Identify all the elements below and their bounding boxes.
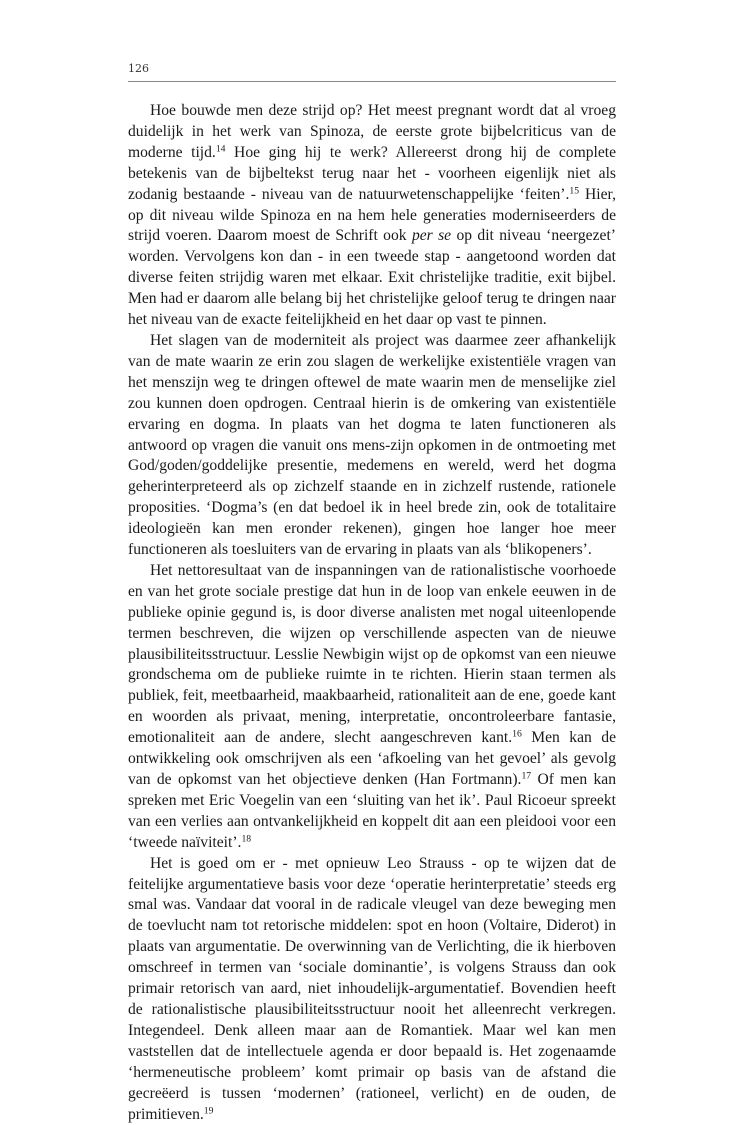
page-number: 126 <box>128 62 149 75</box>
footnote-ref-15: 15 <box>569 185 580 197</box>
footnote-ref-17: 17 <box>521 770 532 782</box>
footnote-ref-16: 16 <box>512 728 522 740</box>
italic-phrase: per se <box>411 227 452 245</box>
footnote-ref-18: 18 <box>241 833 252 845</box>
paragraph-2: Het slagen van de moderniteit als project was daarmee zeer afhankelijk van de mate waarin ze erin zou slagen de werkelijke existentiële vragen van het menszijn weg te dringen oftewel de mate waarin men de menselijke ziel zou kunnen doen opdrogen. Centraal hierin is de omkering van existentiële ervaring en dogma. In plaats van het dogma te laten functioneren als antwoord op vragen die vanuit ons mens-zijn opkomen in de ontmoeting met God/goden/goddelijke presentie, medemens en wereld, werd het dogma geherinterpreteerd als op zichzelf staande en in zichzelf rustende, rationele proposities. ‘Dogma’s (en dat bedoel ik in heel brede zin, ook de totalitaire ideologieën kan men eronder rekenen), gingen hoe langer hoe meer functioneren als toesluiters van de ervaring in plaats van als ‘blikopeners’. <box>128 331 616 559</box>
header-rule <box>128 81 616 82</box>
body-text <box>128 101 616 1125</box>
paragraph-1: Hoe bouwde men deze strijd op? Het meest pregnant wordt dat al vroeg duidelijk in het werk van Spinoza, de eerste grote bijbelcriticus van de moderne tijd.$^{14}$ Hoe ging hij te werk? Allereerst drong hij de complete betekenis van de bijbeltekst terug naar het - voorheen eigenlijk niet als zodanig bestaande - niveau van de natuurwetenschappelijke ‘feiten’.$^{15}$ Hier, op dit niveau wilde Spinoza en na hem hele generaties moderniseerders de strijd voeren. Daarom moest de Schrift ook per se op dit niveau ‘neergezet’ worden. Vervolgens kon dan - in een tweede stap - aangetoond worden dat diverse feiten strijdig waren met elkaar. Exit christelijke traditie, exit bijbel. Men had er daarom alle belang bij het christelijke geloof terug te dringen naar het niveau van de exacte feitelijkheid en het daar op vast te pinnen. <box>128 102 616 329</box>
footnote-ref-19: 19 <box>203 1105 214 1117</box>
paragraph-3: Het nettoresultaat van de inspanningen van de rationalistische voorhoede en van het grote sociale prestige dat hun in de loop van enkele eeuwen in de publieke opinie gegund is, is door diverse analisten met nogal uiteenlopende termen beschreven, die wijzen op verschillende aspecten van de nieuwe plausibiliteitsstructuur. Lesslie Newbigin wijst op de opkomst van een nieuwe grondschema om de publieke ruimte in te richten. Hierin staan termen als publiek, feit, meetbaarheid, maakbaarheid, rationaliteit aan de ene, goede kant en woorden als privaat, mening, interpretatie, oncontroleerbare fantasie, emotionaliteit aan de andere, slecht aangeschreven kant.$^{16}$ Men kan de ontwikkeling ook omschrijven als een ‘afkoeling van het gevoel’ als gevolg van de opkomst van het objectieve denken (Han Fortmann).$^{17}$ Of men kan spreken met Eric Voegelin van een ‘sluiting van het ik’. Paul Ricoeur spreekt van een verlies aan ontvankelijkheid en koppelt dit aan een pleidooi voor een ‘tweede naïviteit’.$^{18}$ <box>128 561 617 851</box>
footnote-ref-14: 14 <box>215 143 226 155</box>
paragraph-4: Het is goed om er - met opnieuw Leo Strauss - op te wijzen dat de feitelijke argumentatieve basis voor deze ‘operatie herinterpretatie’ steeds erg smal was. Vandaar dat vooral in de radicale vleugel van deze beweging men de toevlucht nam tot retorische middelen: spot en hoon (Voltaire, Diderot) in plaats van argumentatie. De overwinning van de Verlichting, die ik hierboven omschreef in termen van ‘sociale dominantie’, is volgens Strauss dan ook primair retorisch van aard, niet inhoudelijk-argumentatief. Bovendien heeft de rationalistische plausibiliteitsstructuur nooit het alleenrecht verkregen. Integendeel. Denk alleen maar aan de Romantiek. Maar wel kan men vaststellen dat de intellectuele agenda er door bepaald is. Het zogenaamde ‘hermeneutische probleem’ komt primair op basis van de afstand die gecreëerd is tussen ‘modernen’ (rationeel, verlicht) en de ouden, de primitieven.$^{19}$ <box>128 854 616 1123</box>
